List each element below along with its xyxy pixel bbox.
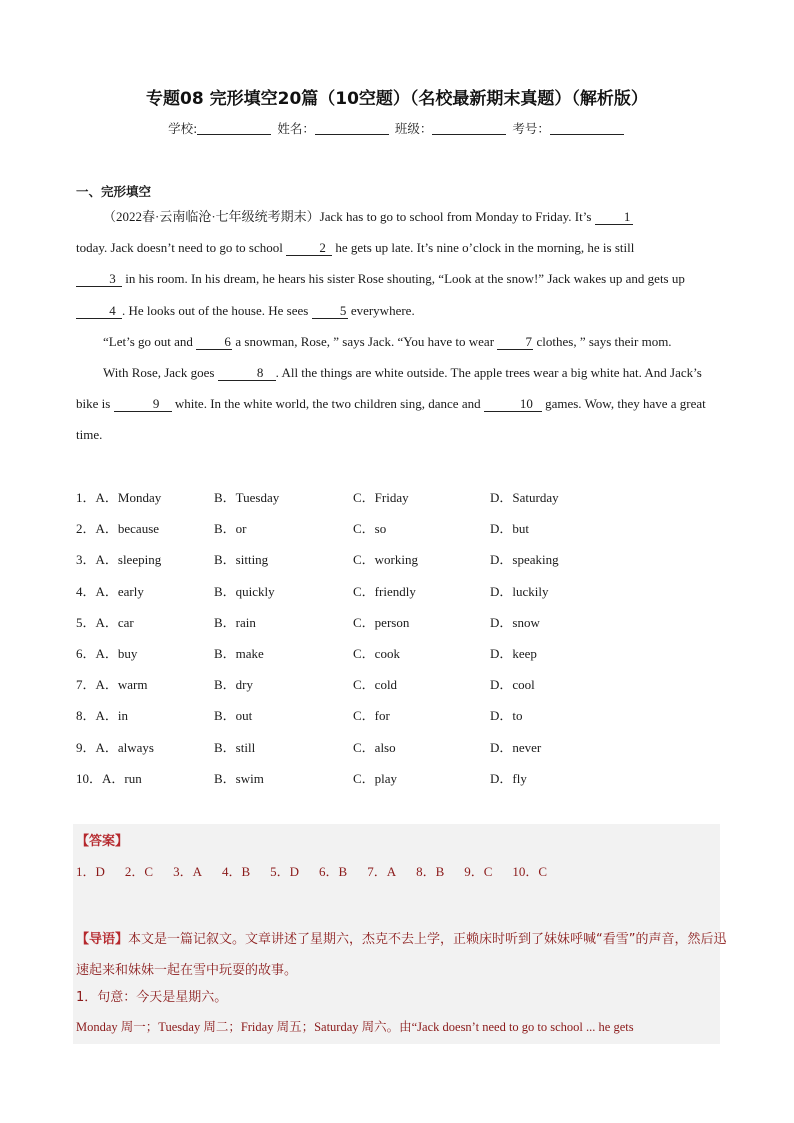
option-c[interactable]: C．for bbox=[353, 708, 390, 724]
option-row-2 bbox=[76, 513, 716, 544]
option-b[interactable]: B．sitting bbox=[214, 552, 269, 568]
option-a[interactable]: 7．A．warm bbox=[76, 677, 148, 693]
blank-9: 9 bbox=[114, 397, 172, 412]
blank-7: 7 bbox=[497, 335, 533, 350]
option-a[interactable]: 5．A．car bbox=[76, 614, 134, 630]
guide-text: 本文是一篇记叙文。文章讲述了星期六，杰克不去上学，正赖床时听到了妹妹呼喊“看雪”的声音，然后迅速起来和妹妹一起在雪中玩耍的故事。 bbox=[76, 932, 727, 978]
option-row-8 bbox=[76, 700, 716, 731]
option-a[interactable]: 6．A．buy bbox=[76, 645, 138, 661]
passage-text: everywhere. bbox=[347, 302, 415, 318]
option-b[interactable]: B．rain bbox=[214, 614, 256, 630]
option-c[interactable]: C．working bbox=[353, 552, 419, 568]
option-row-5 bbox=[76, 607, 716, 638]
passage-text: . He looks out of the house. He sees bbox=[122, 302, 312, 318]
option-c[interactable]: C．person bbox=[353, 614, 410, 630]
answer-item: 5．D bbox=[270, 864, 300, 879]
exam-no-label: 考号： bbox=[512, 121, 550, 136]
passage-text: he gets up late. It’s nine o’clock in the morning, he is still bbox=[332, 240, 635, 256]
option-c[interactable]: C．friendly bbox=[353, 583, 416, 599]
passage-text: in his room. In his dream, he hears his sister Rose shouting, “Look at the snow!” Jack wakes up and gets up bbox=[122, 271, 685, 287]
option-row-9 bbox=[76, 732, 716, 763]
analysis-text: Monday 周一；Tuesday 周二；Friday 周五；Saturday 周六。由“Jack doesn’t need to go to school ... he gets bbox=[76, 1020, 634, 1034]
option-d[interactable]: D．never bbox=[490, 739, 542, 755]
option-b[interactable]: B．swim bbox=[214, 770, 264, 786]
passage-paragraph-3 bbox=[76, 357, 716, 451]
answer-item: 9．C bbox=[464, 864, 493, 879]
option-row-6 bbox=[76, 638, 716, 669]
passage-text: “Let’s go out and bbox=[103, 333, 197, 349]
passage-text: a snowman, Rose, ” says Jack. “You have to wear bbox=[232, 333, 498, 349]
passage-paragraph-1 bbox=[76, 201, 716, 326]
option-d[interactable]: D．keep bbox=[490, 645, 537, 661]
passage-text: games. Wow, they have a great time. bbox=[76, 396, 706, 443]
option-c[interactable]: C．cold bbox=[353, 677, 398, 693]
options-list bbox=[76, 482, 716, 794]
option-d[interactable]: D．to bbox=[490, 708, 523, 724]
option-d[interactable]: D．cool bbox=[490, 677, 535, 693]
option-d[interactable]: D．Saturday bbox=[490, 490, 559, 505]
option-c[interactable]: C．Friday bbox=[353, 490, 409, 505]
option-a[interactable]: 10．A．run bbox=[76, 770, 142, 786]
blank-5: 5 bbox=[312, 304, 348, 319]
option-b[interactable]: B．dry bbox=[214, 677, 254, 693]
blank-8: 8 bbox=[218, 366, 276, 381]
answer-heading: 【答案】 bbox=[76, 834, 129, 849]
student-info-line bbox=[0, 119, 794, 137]
passage-text: today. Jack doesn’t need to go to school bbox=[76, 240, 287, 256]
name-label: 姓名： bbox=[277, 121, 315, 136]
answer-key bbox=[76, 861, 567, 880]
option-b[interactable]: B．Tuesday bbox=[214, 490, 280, 505]
answer-item: 1．D bbox=[76, 864, 105, 879]
option-c[interactable]: C．play bbox=[353, 770, 398, 786]
option-row-3 bbox=[76, 544, 716, 575]
option-c[interactable]: C．also bbox=[353, 739, 396, 755]
blank-4: 4 bbox=[76, 304, 122, 319]
option-d[interactable]: D．but bbox=[490, 521, 530, 537]
sentence-meaning: 1．句意：今天是星期六。 bbox=[76, 990, 228, 1005]
answer-item: 2．C bbox=[124, 864, 154, 879]
exam-no-field[interactable] bbox=[550, 122, 624, 135]
school-label: 学校: bbox=[168, 121, 198, 136]
answer-item: 7．A bbox=[367, 864, 397, 879]
passage-text: white. In the white world, the two children sing, dance and bbox=[171, 396, 484, 412]
option-d[interactable]: D．speaking bbox=[490, 552, 559, 568]
blank-6: 6 bbox=[196, 335, 232, 350]
school-field[interactable] bbox=[197, 122, 271, 135]
answer-item: 4．B bbox=[221, 864, 251, 879]
option-row-1 bbox=[76, 482, 716, 513]
option-b[interactable]: B．make bbox=[214, 645, 264, 661]
passage-text: （2022春·云南临沧·七年级统考期末）Jack has to go to school from Monday to Friday. It’s bbox=[103, 209, 595, 224]
guide-paragraph bbox=[76, 924, 736, 986]
option-a[interactable]: 2．A．because bbox=[76, 521, 160, 537]
option-b[interactable]: B．or bbox=[214, 521, 247, 537]
option-a[interactable]: 8．A．in bbox=[76, 708, 129, 724]
class-label: 班级： bbox=[394, 121, 433, 136]
answer-item: 8．B bbox=[416, 864, 445, 879]
option-c[interactable]: C．cook bbox=[353, 645, 400, 661]
option-b[interactable]: B．quickly bbox=[214, 583, 275, 599]
passage-text: . All the things are white outside. The apple trees wear a big white hat. And Jack’s bike is bbox=[76, 365, 702, 412]
blank-2: 2 bbox=[286, 241, 332, 256]
option-d[interactable]: D．snow bbox=[490, 614, 540, 630]
passage-text: clothes, ” says their mom. bbox=[533, 333, 672, 349]
passage-paragraph-2 bbox=[76, 326, 716, 357]
option-b[interactable]: B．out bbox=[214, 708, 253, 724]
section-heading: 一、完形填空 bbox=[76, 184, 152, 199]
option-d[interactable]: D．luckily bbox=[490, 583, 549, 599]
option-a[interactable]: 1．A．Monday bbox=[76, 490, 162, 505]
option-a[interactable]: 4．A．early bbox=[76, 583, 144, 599]
answer-item: 6．B bbox=[319, 864, 348, 879]
option-c[interactable]: C．so bbox=[353, 521, 387, 537]
guide-tag: 【导语】 bbox=[76, 932, 129, 947]
option-row-4 bbox=[76, 576, 716, 607]
option-d[interactable]: D．fly bbox=[490, 770, 527, 786]
answer-item: 3．A bbox=[173, 864, 202, 879]
class-field[interactable] bbox=[432, 122, 506, 135]
name-field[interactable] bbox=[315, 122, 389, 135]
option-row-10 bbox=[76, 763, 716, 794]
cloze-passage bbox=[76, 201, 716, 451]
blank-10: 10 bbox=[484, 397, 542, 412]
option-a[interactable]: 3．A．sleeping bbox=[76, 552, 162, 568]
option-b[interactable]: B．still bbox=[214, 739, 256, 755]
option-row-7 bbox=[76, 669, 716, 700]
blank-3: 3 bbox=[76, 272, 122, 287]
page-title: 专题08 完形填空20篇（10空题）（名校最新期末真题）（解析版） bbox=[146, 89, 648, 109]
passage-text: With Rose, Jack goes bbox=[103, 365, 218, 381]
answer-item: 10．C bbox=[512, 864, 548, 879]
option-a[interactable]: 9．A．always bbox=[76, 739, 154, 755]
blank-1: 1 bbox=[595, 210, 633, 225]
